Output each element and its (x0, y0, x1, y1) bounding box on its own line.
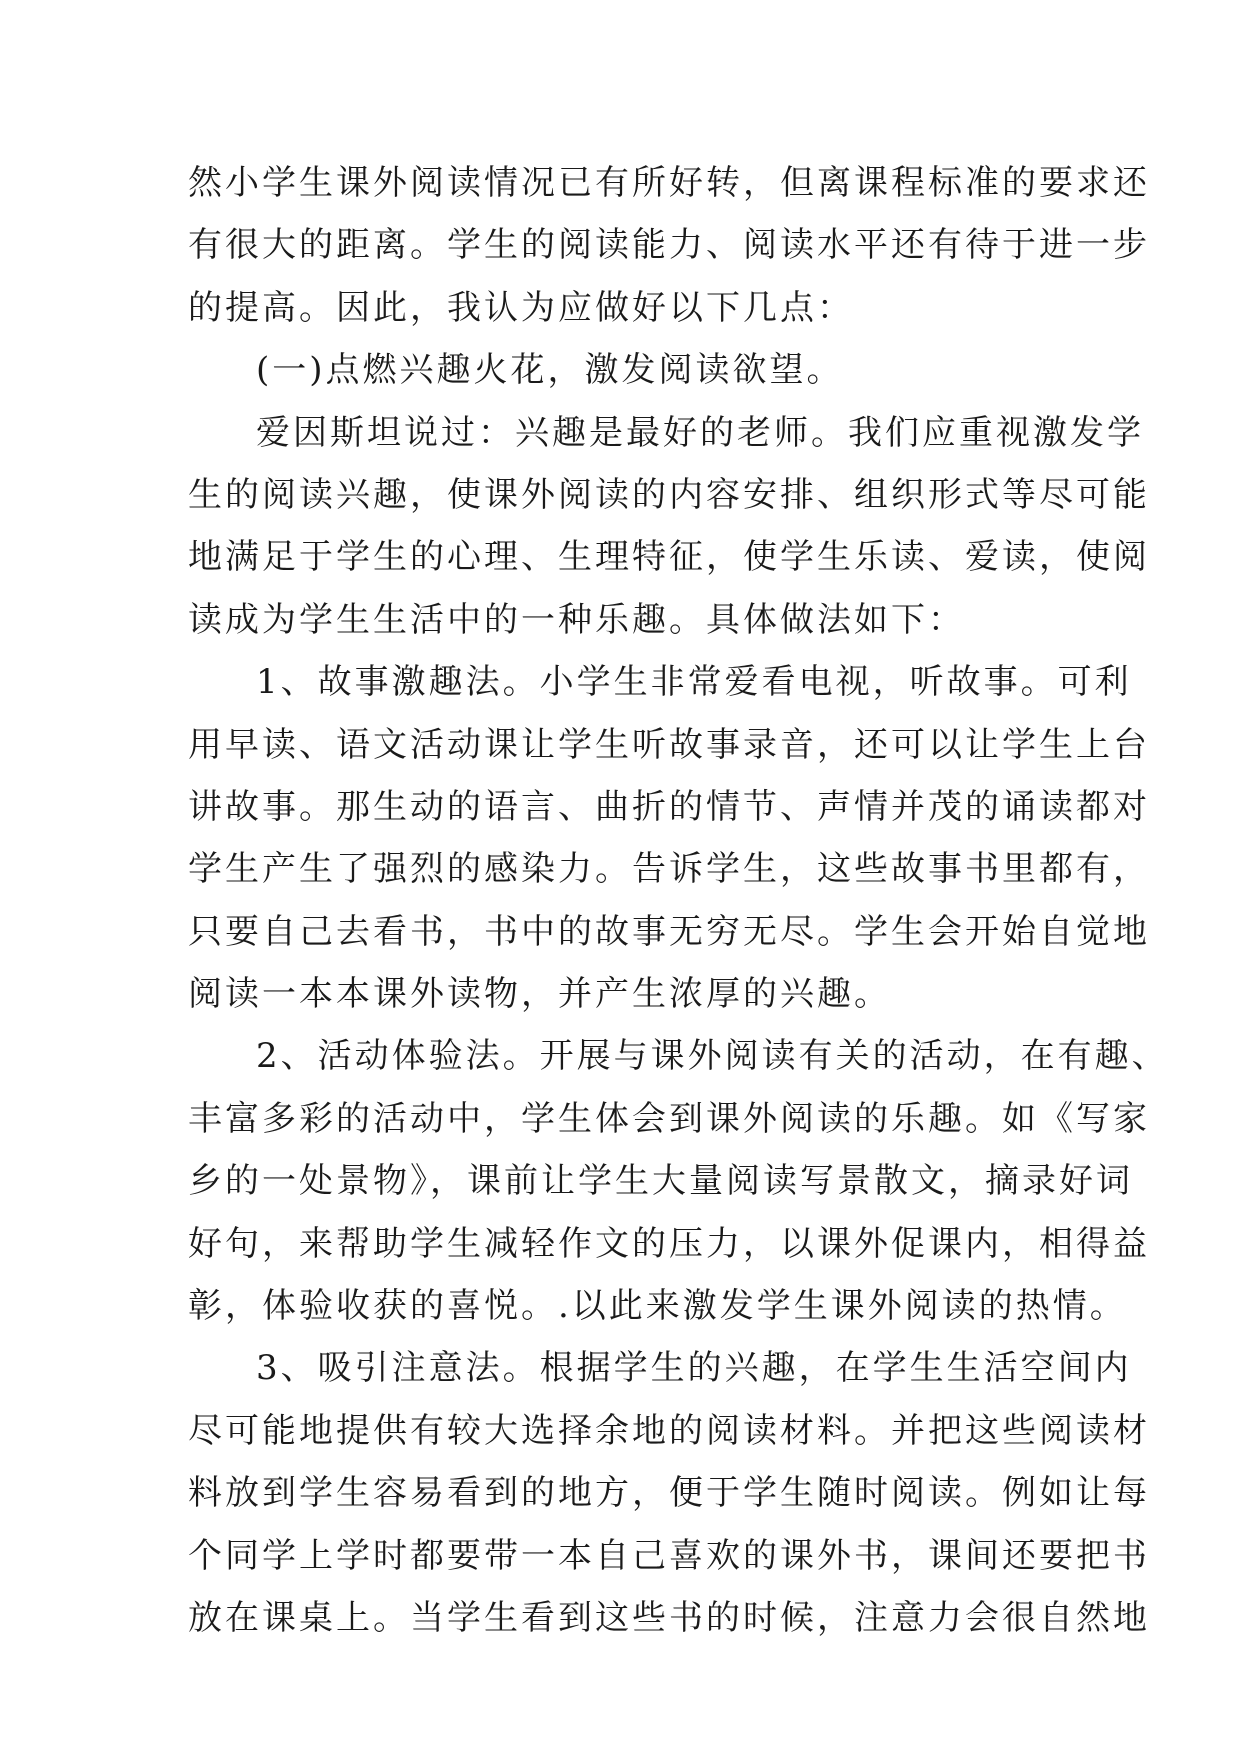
text-line: 有很大的距离。学生的阅读能力、阅读水平还有待于进一步 (188, 225, 1150, 266)
paragraph-start: 爱因斯坦说过：兴趣是最好的老师。我们应重视激发学 (256, 412, 1144, 453)
text-line: 阅读一本本课外读物，并产生浓厚的兴趣。 (188, 974, 891, 1015)
text-line: 讲故事。那生动的语言、曲折的情节、声情并茂的诵读都对 (188, 786, 1150, 827)
body-text (188, 152, 1169, 1649)
text-line: 料放到学生容易看到的地方，便于学生随时阅读。例如让每 (188, 1473, 1150, 1514)
text-line: 然小学生课外阅读情况已有所好转，但离课程标准的要求还 (188, 163, 1150, 203)
paragraph-start: 1、故事激趣法。小学生非常爱看电视，听故事。可利 (256, 662, 1132, 703)
text-line: 彰，体验收获的喜悦。.以此来激发学生课外阅读的热情。 (188, 1286, 1127, 1327)
text-line: 放在课桌上。当学生看到这些书的时候，注意力会很自然地 (188, 1597, 1150, 1638)
text-line: 地满足于学生的心理、生理特征，使学生乐读、爱读，使阅 (188, 537, 1150, 578)
text-line: 个同学上学时都要带一本自己喜欢的课外书，课间还要把书 (188, 1535, 1150, 1576)
text-line: 尽可能地提供有较大选择余地的阅读材料。并把这些阅读材 (188, 1410, 1150, 1451)
text-line: 生的阅读兴趣，使课外阅读的内容安排、组织形式等尽可能 (188, 474, 1150, 515)
text-line: 乡的一处景物》，课前让学生大量阅读写景散文，摘录好词 (188, 1161, 1133, 1202)
text-line: 只要自己去看书，书中的故事无穷无尽。学生会开始自觉地 (188, 911, 1150, 952)
text-line: 丰富多彩的活动中，学生体会到课外阅读的乐趣。如《写家 (188, 1098, 1150, 1139)
section-heading: (一)点燃兴趣火花，激发阅读欲望。 (256, 350, 844, 391)
text-line: 的提高。因此，我认为应做好以下几点： (188, 287, 854, 328)
text-line: 好句，来帮助学生减轻作文的压力，以课外促课内，相得益 (188, 1223, 1150, 1264)
text-line: 用早读、语文活动课让学生听故事录音，还可以让学生上台 (188, 724, 1150, 765)
text-line: 读成为学生生活中的一种乐趣。具体做法如下： (188, 599, 965, 640)
text-line: 学生产生了强烈的感染力。告诉学生，这些故事书里都有， (188, 849, 1150, 890)
paragraph-start: 2、活动体验法。开展与课外阅读有关的活动，在有趣、 (256, 1036, 1169, 1077)
paragraph-start: 3、吸引注意法。根据学生的兴趣，在学生生活空间内 (256, 1348, 1132, 1389)
